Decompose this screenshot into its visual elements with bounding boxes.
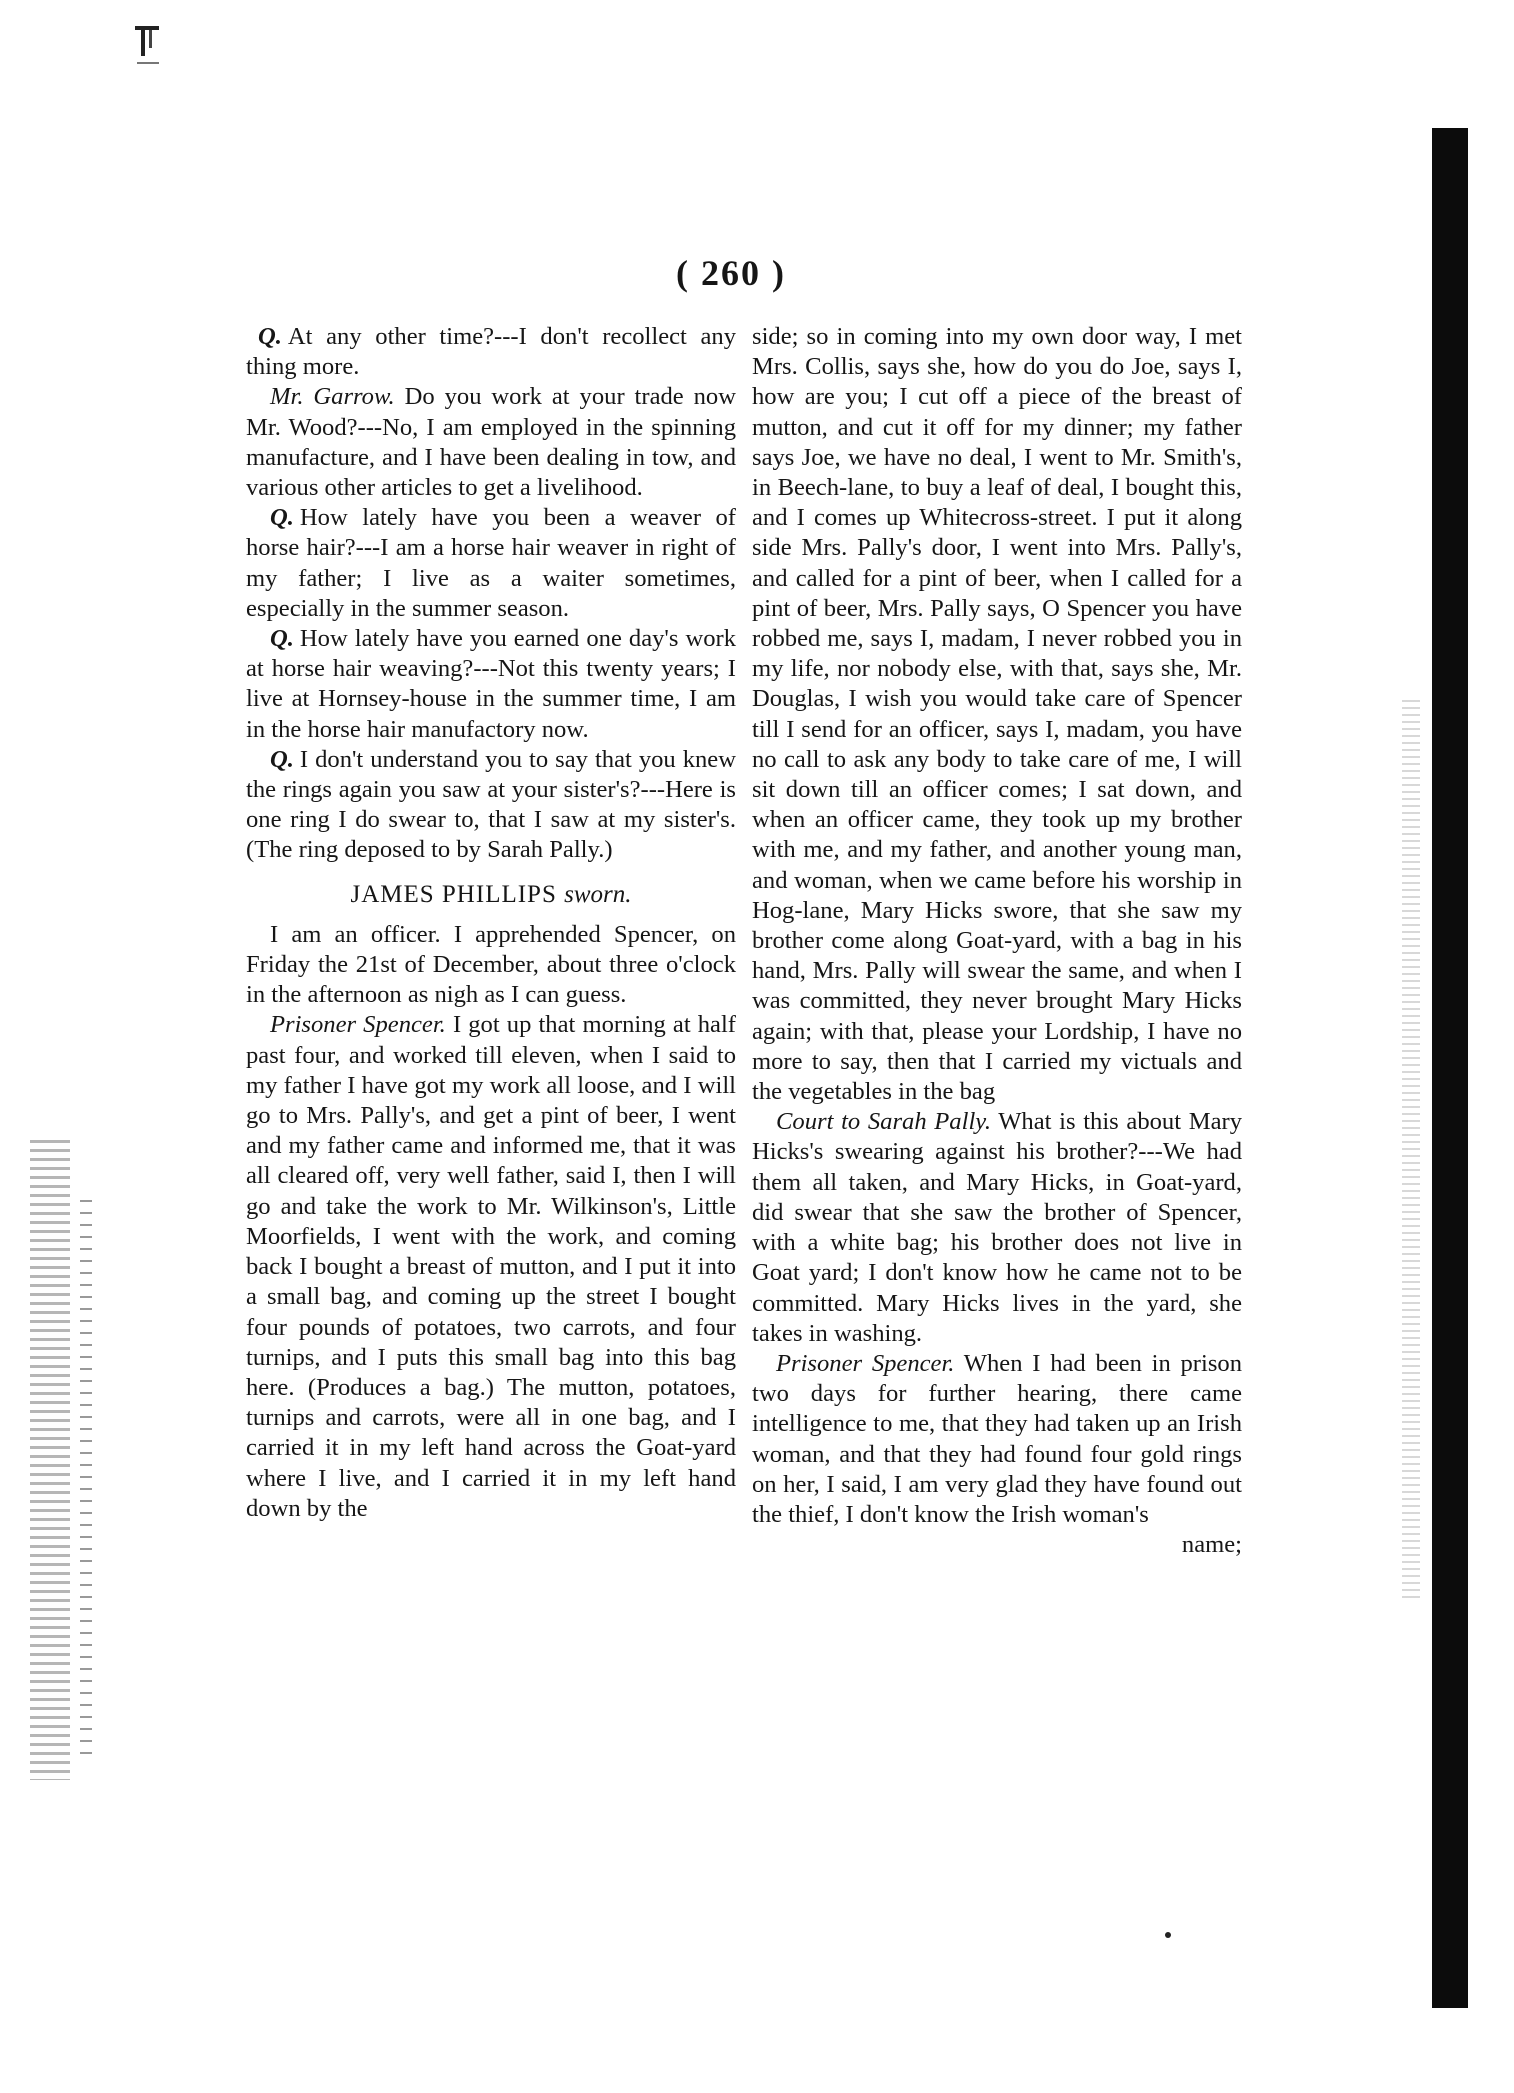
paragraph [246,322,736,382]
speaker-label: Prisoner Spencer. [270,1011,446,1039]
paragraph [246,624,736,745]
paragraph [246,382,736,503]
ink-dot [1165,1932,1171,1938]
paragraph [752,1107,1242,1349]
question-mark-q: Q. [270,625,294,653]
paragraph [246,503,736,624]
corner-mark-icon [133,22,163,72]
question-mark-q: Q. [270,504,294,532]
right-column [752,322,1242,1560]
margin-smudge [80,1200,92,1760]
witness-name: JAMES PHILLIPS [350,880,557,908]
page-number: ( 260 ) [676,253,786,293]
paragraph-text: At any other time?---I don't recollect any thing more. [246,323,736,381]
paragraph [246,745,736,866]
paragraph [752,1349,1242,1530]
paragraph-text: When I had been in prison two days for further hearing, there came intelligence to me, that they had taken up an Irish woman, and that they had found four gold rings on her, I said, I am very glad they have found out the thief, I don't know the Irish woman's [752,1349,1242,1528]
speaker-label: Prisoner Spencer. [776,1349,955,1377]
speaker-label: Mr. Garrow. [270,383,395,411]
catchword: name; [1181,1531,1242,1559]
paragraph-text: How lately have you earned one day's work at horse hair weaving?---Not this twenty years; I live at Hornsey-house in the summer time, I am in the horse hair manufactory now. [246,625,736,743]
margin-smudge [30,1140,70,1780]
paragraph [246,1010,736,1523]
paragraph-text: Do you work at your trade now Mr. Wood?---No, I am employed in the spinning manufacture, and I have been dealing in tow, and various other articles to get a livelihood. [246,383,736,502]
edge-shadow [1402,700,1420,1600]
paragraph-text: How lately have you been a weaver of horse hair?---I am a horse hair weaver in right of my father; I live as a waiter sometimes, especially in the summer season. [246,504,736,622]
witness-heading [246,880,736,910]
page-edge-bar [1432,128,1468,2008]
sworn-label: sworn. [564,880,632,908]
speaker-label: Court to Sarah Pally. [776,1108,991,1136]
question-mark-q: Q. [258,323,282,350]
left-column [246,322,736,1524]
question-mark-q: Q. [270,745,294,773]
paragraph-text: I don't understand you to say that you knew the rings again you saw at your sister's?---Here is one ring I do swear to, that I saw at my sister's. (The ring deposed to by Sarah Pally.) [246,745,736,864]
paragraph-text: I got up that morning at half past four, and worked till eleven, when I said to my father I have got my work all loose, and I will go to Mrs. Pally's, and get a pint of beer, I went and my father came and informed me, that it was all cleared off, very well father, said I, then I will go and take the work to Mr. Wilkinson's, Little Moorfields, I went with the work, and coming back I bought a breast of mutton, and I put it into a small bag, and coming up the street I bought four pounds of potatoes, two carrots, and four turnips, and I puts this small bag into this bag here. (Produces a bag.) The mutton, potatoes, turnips and carrots, were all in one bag, and I carried it in my left hand across the Goat-yard where I live, and I carried it in my left hand down by the [246,1011,736,1522]
paragraph: side; so in coming into my own door way, I met Mrs. Collis, says she, how do you do Joe, says I, how are you; I cut off a piece of the breast of mutton, and cut it off for my dinner; my father says Joe, we have no deal, I went to Mr. Smith's, in Beech-lane, to buy a leaf of deal, I bought this, and I comes up Whitecross-street. I put it along side Mrs. Pally's door, I went into Mrs. Pally's, and called for a pint of beer, when I called for a pint of beer, Mrs. Pally says, O Spencer you have robbed me, says I, madam, I never robbed you in my life, nor nobody else, with that, says she, Mr. Douglas, I wish you would take care of Spencer till I send for an officer, says I, madam, you have no call to ask any body to take care of me, I will sit down till an officer comes; I sat down, and when an officer came, they took up my brother with me, and my father, and another young man, and woman, when we came before his worship in Hog-lane, Mary Hicks swore, that she saw my brother come along Goat-yard, with a bag in his hand, Mrs. Pally will swear the same, and when I was committed, they never brought Mary Hicks again; with that, please your Lordship, I have no more to say, then that I carried my victuals and the vegetables in the bag [752,323,1242,1106]
paragraph-text: What is this about Mary Hicks's swearing against his brother?---We had them all taken, and Mary Hicks, in Goat-yard, did swear that she saw the brother of Spencer, with a white bag; his brother does not live in Goat yard; I don't know how he came not to be committed. Mary Hicks lives in the yard, she takes in washing. [752,1108,1242,1347]
paragraph: I am an officer. I apprehended Spencer, on Friday the 21st of December, about three o'clock in the afternoon as nigh as I can guess. [246,920,736,1009]
